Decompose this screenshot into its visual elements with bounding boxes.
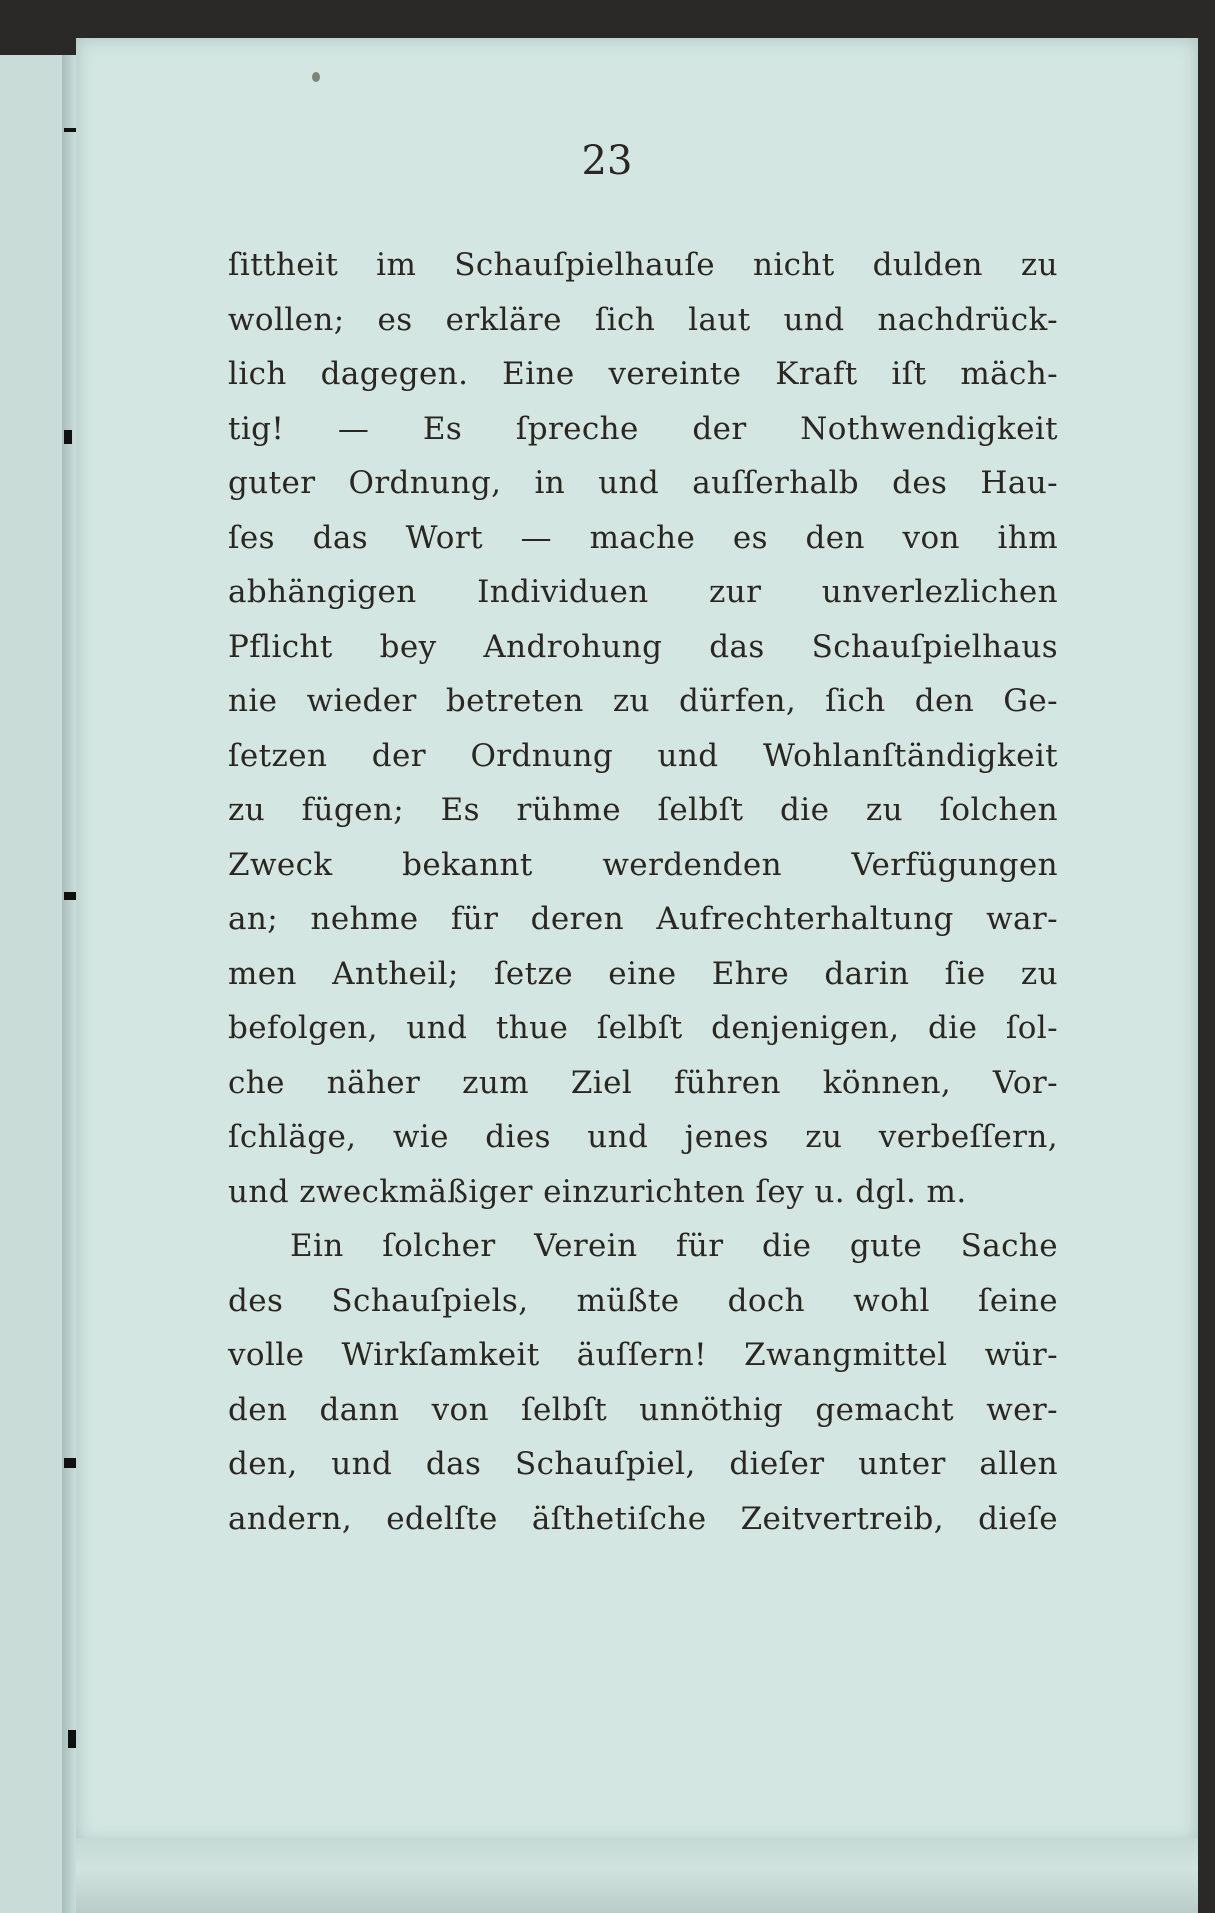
text-line: men Antheil; ſetze eine Ehre darin ſie zu <box>228 955 1058 992</box>
text-line: Zweck bekannt werdenden Verfügungen <box>228 846 1058 883</box>
binding-thread-mark <box>64 430 72 444</box>
text-line: tig! — Es ſpreche der Nothwendigkeit <box>228 410 1058 447</box>
text-line: den, und das Schauſpiel, dieſer unter allen <box>228 1446 1058 1482</box>
text-line: che näher zum Ziel führen können, Vor- <box>228 1064 1058 1101</box>
text-line: guter Ordnung, in und auſſerhalb des Hau- <box>228 465 1058 501</box>
text-line: an; nehme für deren Aufrechterhaltung war- <box>228 901 1058 937</box>
text-line: ſes das Wort — mache es den von ihm <box>228 519 1058 556</box>
text-line: den dann von ſelbſt unnöthig gemacht wer- <box>228 1391 1058 1428</box>
text-line: zu fügen; Es rühme ſelbſt die zu ſolchen <box>228 792 1058 828</box>
ink-spot <box>312 72 320 82</box>
text-line: nie wieder betreten zu dürfen, ſich den Ge- <box>228 683 1058 719</box>
text-line: wollen; es erkläre ſich laut und nachdrück- <box>228 301 1058 338</box>
text-line: des Schauſpiels, müßte doch wohl ſeine <box>228 1282 1058 1319</box>
text-line: ſchläge, wie dies und jenes zu verbeſſern, <box>228 1119 1058 1155</box>
text-line: Pflicht bey Androhung das Schauſpielhaus <box>228 628 1058 665</box>
text-line: ſetzen der Ordnung und Wohlanſtändigkeit <box>228 737 1058 774</box>
text-line: Ein ſolcher Verein für die gute Sache <box>290 1228 1058 1264</box>
binding-thread-mark <box>64 128 76 132</box>
text-line: volle Wirkſamkeit äuſſern! Zwangmittel wür- <box>228 1337 1058 1373</box>
text-line: lich dagegen. Eine vereinte Kraft iſt mäch- <box>228 356 1058 392</box>
text-line: abhängigen Individuen zur unverlezlichen <box>228 574 1058 610</box>
page-bottom-edge <box>76 1838 1198 1913</box>
text-line: befolgen, und thue ſelbſt denjenigen, die ſol- <box>228 1010 1058 1046</box>
page-text <box>228 238 1058 1546</box>
text-line: andern, edelſte äſthetiſche Zeitvertreib, dieſe <box>228 1500 1058 1537</box>
book-page <box>76 38 1198 1843</box>
text-line: ſittheit im Schauſpielhauſe nicht dulden zu <box>228 247 1058 283</box>
page-number: 23 <box>581 138 633 184</box>
binding-thread-mark <box>64 892 76 900</box>
text-line: und zweckmäßiger einzurichten ſey u. dgl. m. <box>228 1173 967 1210</box>
